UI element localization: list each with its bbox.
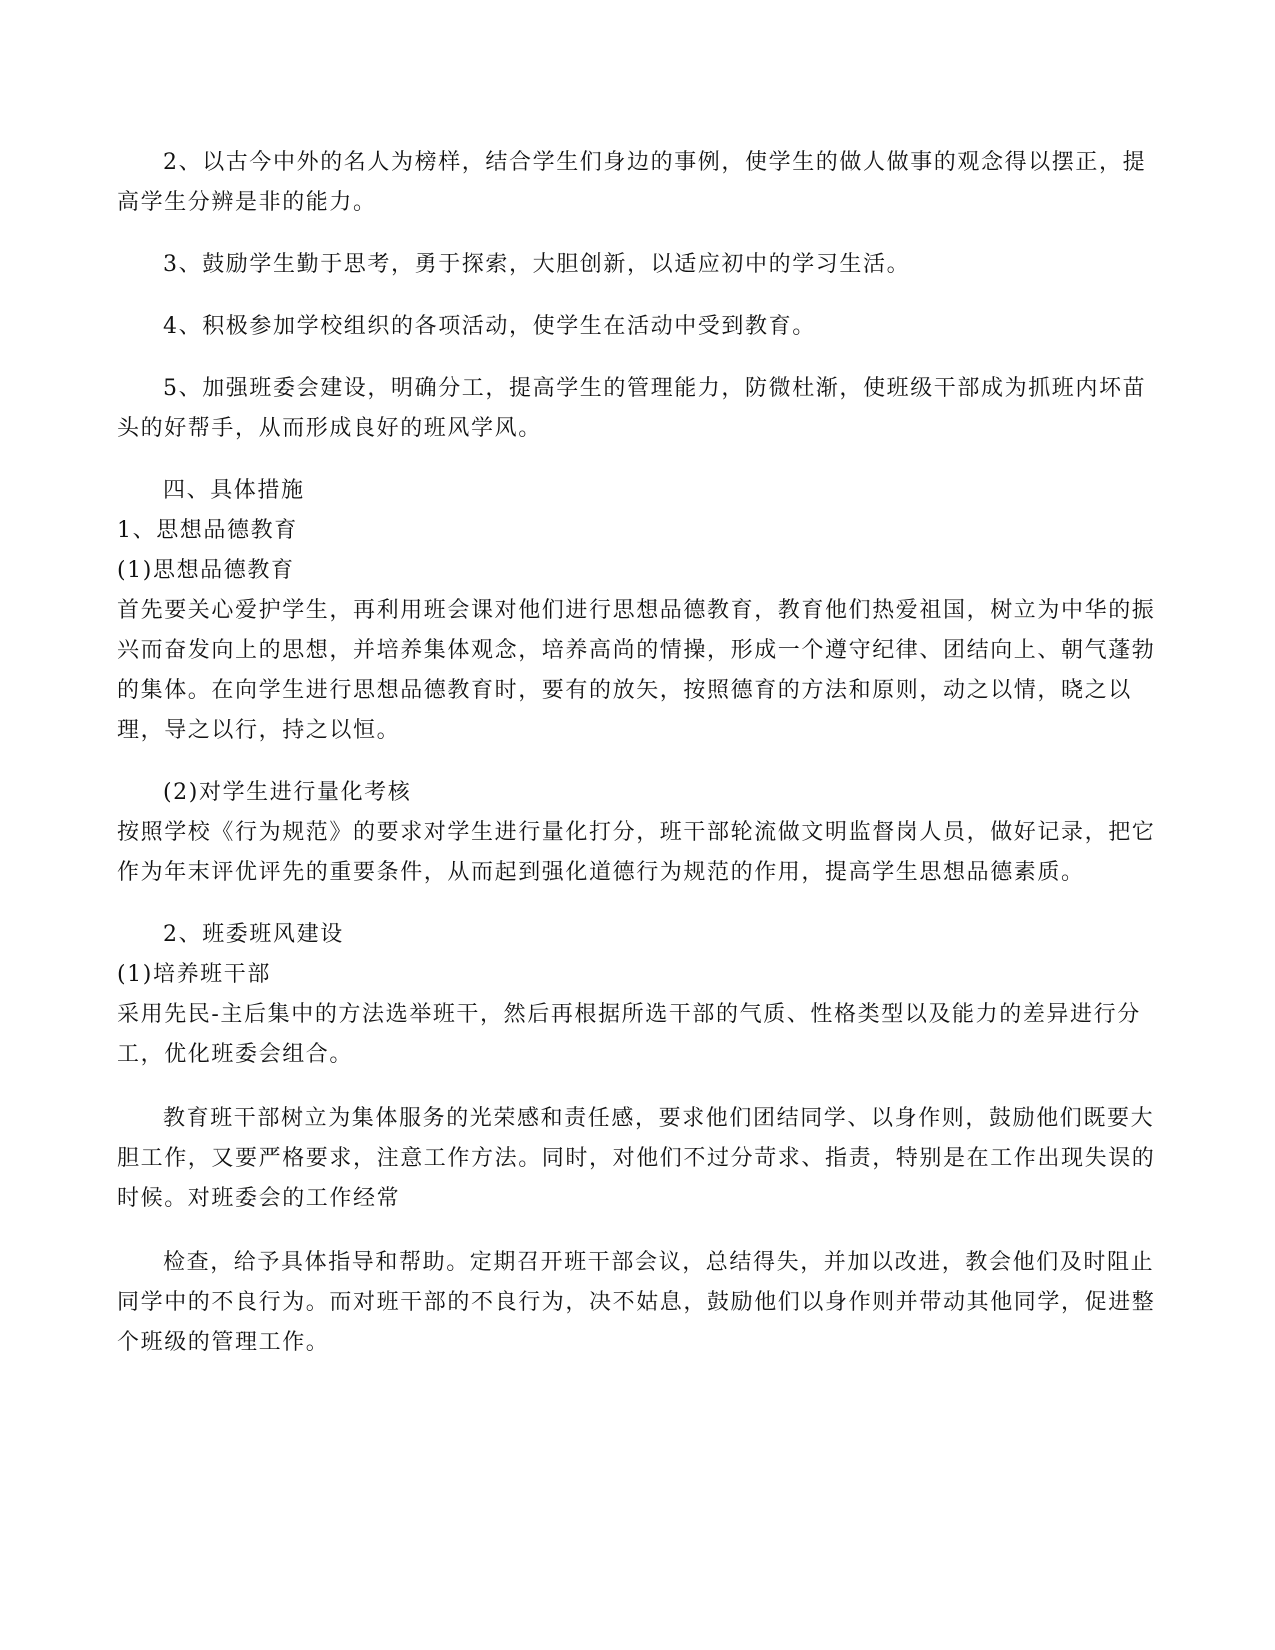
paragraph-goal-5: 5、加强班委会建设，明确分工，提高学生的管理能力，防微杜渐，使班级干部成为抓班内坏苗头的好帮手，从而形成良好的班风学风。	[117, 376, 1147, 441]
paragraph-goal-2: 2、以古今中外的名人为榜样，结合学生们身边的事例，使学生的做人做事的观念得以摆正，提高学生分辨是非的能力。	[117, 150, 1147, 215]
paragraph-election: 采用先民-主后集中的方法选举班干，然后再根据所选干部的气质、性格类型以及能力的差异进行分工，优化班委会组合。	[117, 1002, 1141, 1067]
subheading-moral-education: 1、思想品德教育	[117, 518, 298, 543]
paragraph-moral-education: 首先要关心爱护学生，再利用班会课对他们进行思想品德教育，教育他们热爱祖国，树立为中华的振兴而奋发向上的思想，并培养集体观念，培养高尚的情操，形成一个遵守纪律、团结向上、朝气蓬勃的集体。在向学生进行思想品德教育时，要有的放矢，按照德育的方法和原则，动之以情，晓之以理，导之以行，持之以恒。	[117, 598, 1156, 743]
item-heading-moral-education: (1)思想品德教育	[117, 558, 295, 583]
paragraph-inspection: 检查，给予具体指导和帮助。定期召开班干部会议，总结得失，并加以改进，教会他们及时阻止同学中的不良行为。而对班干部的不良行为，决不姑息，鼓励他们以身作则并带动其他同学，促进整个班级的管理工作。	[117, 1250, 1156, 1355]
paragraph-cadre-education: 教育班干部树立为集体服务的光荣感和责任感，要求他们团结同学、以身作则，鼓励他们既要大胆工作，又要严格要求，注意工作方法。同时，对他们不过分苛求、指责，特别是在工作出现失误的时候。对班委会的工作经常	[117, 1106, 1156, 1211]
subheading-class-committee: 2、班委班风建设	[163, 922, 344, 947]
paragraph-quantified-assessment: 按照学校《行为规范》的要求对学生进行量化打分，班干部轮流做文明监督岗人员，做好记录，把它作为年末评优评先的重要条件，从而起到强化道德行为规范的作用，提高学生思想品德素质。	[117, 820, 1156, 885]
section-heading-measures: 四、具体措施	[163, 478, 305, 503]
paragraph-goal-4: 4、积极参加学校组织的各项活动，使学生在活动中受到教育。	[163, 314, 816, 339]
item-heading-train-cadres: (1)培养班干部	[117, 962, 271, 987]
item-heading-quantified-assessment: (2)对学生进行量化考核	[163, 780, 412, 805]
document-body	[117, 143, 1162, 1363]
paragraph-goal-3: 3、鼓励学生勤于思考，勇于探索，大胆创新，以适应初中的学习生活。	[163, 252, 911, 277]
